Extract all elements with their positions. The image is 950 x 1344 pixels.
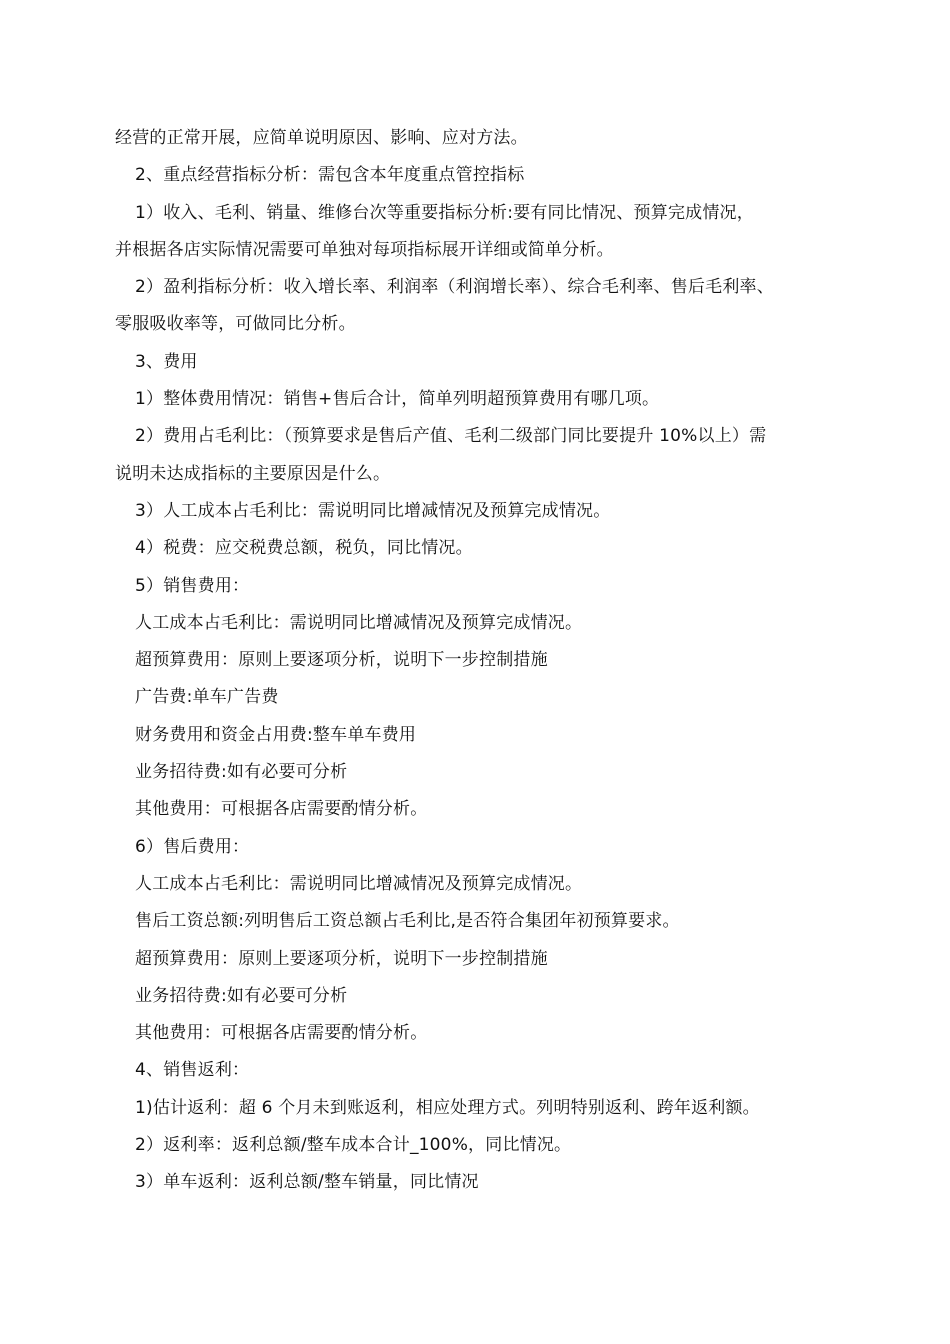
paragraph-line: 业务招待费:如有必要可分析: [135, 762, 348, 783]
paragraph-line: 零服吸收率等，可做同比分析。: [115, 314, 356, 335]
paragraph-line: 财务费用和资金占用费:整车单车费用: [135, 724, 417, 745]
paragraph-line: 人工成本占毛利比：需说明同比增减情况及预算完成情况。: [135, 612, 583, 633]
paragraph-line: 2）盈利指标分析：收入增长率、利润率（利润增长率）、综合毛利率、售后毛利率、: [135, 277, 774, 298]
paragraph-line: 1)估计返利：超 6 个月未到账返利，相应处理方式。列明特别返利、跨年返利额。: [135, 1097, 760, 1118]
paragraph-line: 经营的正常开展，应简单说明原因、影响、应对方法。: [115, 128, 528, 148]
paragraph-line: 其他费用：可根据各店需要酌情分析。: [135, 1023, 428, 1044]
paragraph-line: 2、重点经营指标分析：需包含本年度重点管控指标: [135, 165, 525, 186]
paragraph-line: 1）整体费用情况：销售+售后合计，简单列明超预算费用有哪几项。: [135, 389, 660, 410]
paragraph-line: 超预算费用：原则上要逐项分析，说明下一步控制措施: [135, 650, 548, 671]
paragraph-line: 人工成本占毛利比：需说明同比增减情况及预算完成情况。: [135, 873, 583, 894]
section-heading: 3、费用: [135, 351, 198, 372]
paragraph-line: 并根据各店实际情况需要可单独对每项指标展开详细或简单分析。: [115, 239, 614, 260]
paragraph-line: 售后工资总额:列明售后工资总额占毛利比,是否符合集团年初预算要求。: [135, 911, 680, 932]
paragraph-line: 3）单车返利：返利总额/整车销量，同比情况: [135, 1172, 479, 1193]
paragraph-line: 4）税费：应交税费总额，税负，同比情况。: [135, 538, 473, 559]
paragraph-line: 6）售后费用：: [135, 836, 250, 857]
section-heading: 4、销售返利：: [135, 1060, 250, 1081]
paragraph-line: 2）返利率：返利总额/整车成本合计_100%，同比情况。: [135, 1135, 572, 1156]
paragraph-line: 2）费用占毛利比：（预算要求是售后产值、毛利二级部门同比要提升 10%以上）需: [135, 426, 767, 447]
paragraph-line: 5）销售费用：: [135, 575, 250, 596]
paragraph-line: 业务招待费:如有必要可分析: [135, 985, 348, 1006]
paragraph-line: 超预算费用：原则上要逐项分析，说明下一步控制措施: [135, 948, 548, 969]
paragraph-line: 其他费用：可根据各店需要酌情分析。: [135, 799, 428, 820]
paragraph-line: 广告费:单车广告费: [135, 687, 279, 708]
paragraph-line: 3）人工成本占毛利比：需说明同比增减情况及预算完成情况。: [135, 500, 611, 521]
paragraph-line: 1）收入、毛利、销量、维修台次等重要指标分析:要有同比情况、预算完成情况，: [135, 202, 754, 223]
document-body: [115, 120, 845, 1202]
paragraph-line: 说明未达成指标的主要原因是什么。: [115, 463, 391, 484]
